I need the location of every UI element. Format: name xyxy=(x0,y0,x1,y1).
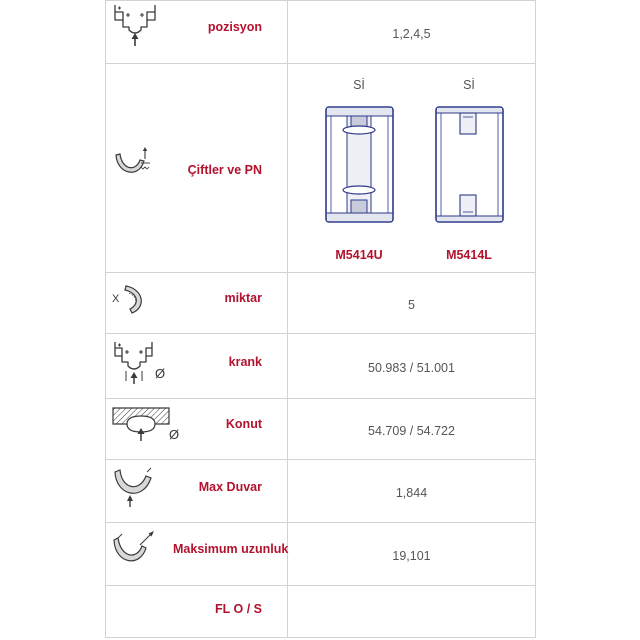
max-wall-value: 1,844 xyxy=(395,485,428,500)
locating-notch-bottom xyxy=(460,195,476,216)
position-value-cell xyxy=(288,1,535,63)
max-length-label-cell xyxy=(106,523,287,585)
housing-value: 54.709 / 54.722 xyxy=(368,423,455,438)
oil-hole-bottom xyxy=(343,186,375,194)
flos-label: FL O / S xyxy=(215,602,262,616)
plain-bearing-shell-drawing xyxy=(435,106,504,223)
quantity-label: miktar xyxy=(224,291,262,305)
parts-cell xyxy=(288,64,535,272)
bearing-shell-pair-icon xyxy=(114,146,152,178)
crank-label-cell xyxy=(106,334,287,398)
part-side-label: Sİ xyxy=(463,78,475,92)
max-length-label: Maksimum uzunluk xyxy=(173,542,289,556)
part-number: M5414U xyxy=(335,248,383,262)
locating-notch-top xyxy=(460,113,476,134)
bearing-quantity-icon xyxy=(112,283,148,315)
bearing-length-icon xyxy=(112,530,156,568)
diameter-glyph: Ø xyxy=(169,427,180,442)
max-wall-value-cell xyxy=(288,460,535,522)
pairs-label: Çiftler ve PN xyxy=(187,163,262,177)
crank-label: krank xyxy=(228,355,262,369)
max-length-value-cell xyxy=(288,523,535,585)
max-wall-label: Max Duvar xyxy=(198,480,262,494)
flos-label-cell xyxy=(106,586,287,637)
quantity-label-cell xyxy=(106,273,287,333)
part-item-lower xyxy=(419,64,519,272)
quantity-value: 5 xyxy=(408,297,415,312)
quantity-value-cell xyxy=(288,273,535,333)
housing-diameter-icon xyxy=(111,406,181,442)
housing-label: Konut xyxy=(225,417,262,431)
position-value: 1,2,4,5 xyxy=(392,26,431,41)
flos-value-cell xyxy=(288,586,535,637)
locating-tab-bottom xyxy=(351,200,367,213)
part-item-upper xyxy=(309,64,409,272)
max-length-value: 19,101 xyxy=(392,548,431,563)
crank-diameter-icon xyxy=(112,340,170,386)
multiply-glyph: X xyxy=(112,293,120,305)
part-number: M5414L xyxy=(446,248,492,262)
grooved-bearing-shell-drawing xyxy=(325,106,394,223)
diameter-glyph: Ø xyxy=(155,366,166,381)
position-label-cell xyxy=(106,1,287,63)
housing-label-cell xyxy=(106,399,287,459)
spec-table xyxy=(105,0,536,638)
wall-thickness-icon xyxy=(113,466,153,508)
crankshaft-position-icon xyxy=(112,3,162,47)
oil-hole-top xyxy=(343,126,375,134)
max-wall-label-cell xyxy=(106,460,287,522)
pairs-label-cell xyxy=(106,64,287,272)
position-label: pozisyon xyxy=(207,20,262,34)
housing-value-cell xyxy=(288,399,535,459)
crank-value: 50.983 / 51.001 xyxy=(368,360,455,375)
part-side-label: Sİ xyxy=(353,78,365,92)
crank-value-cell xyxy=(288,334,535,398)
